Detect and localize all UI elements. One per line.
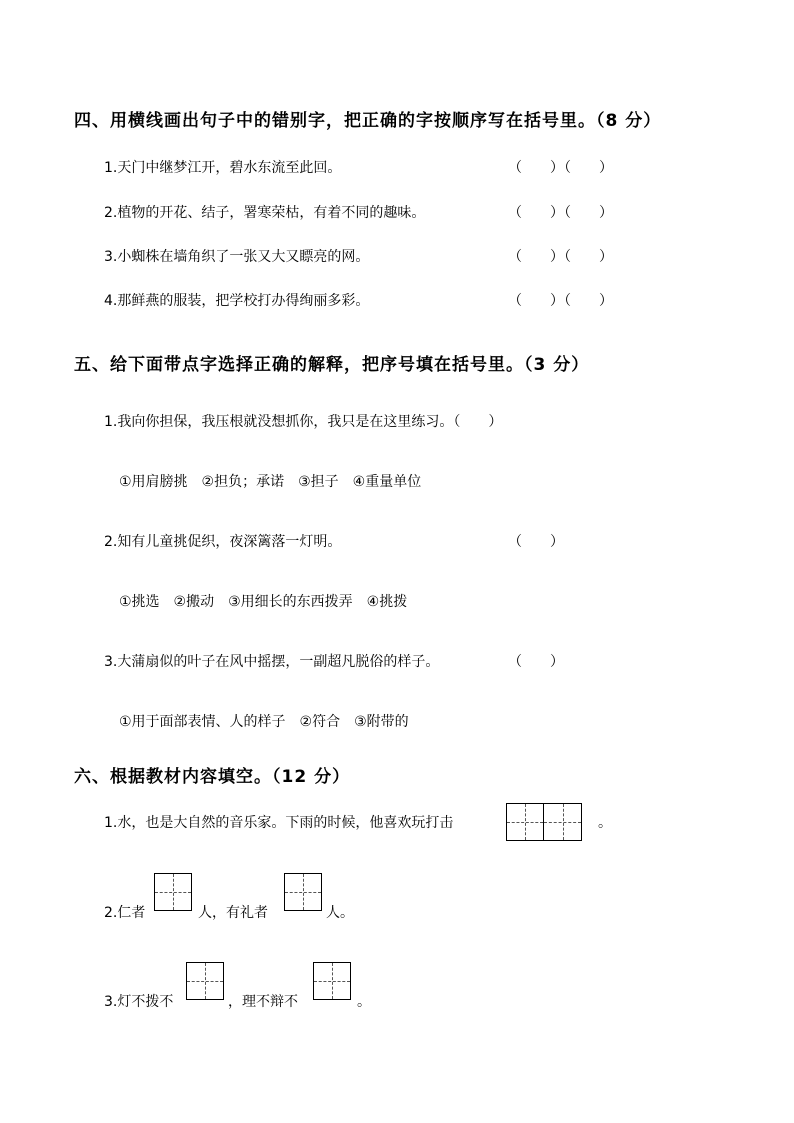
character-box[interactable] — [284, 873, 322, 911]
section5-options-2: ①挑选 ②搬动 ③用细长的东西拨弄 ④挑拨 — [119, 594, 408, 610]
section5-answer-2[interactable]: （ ） — [508, 534, 564, 550]
section6-q3-part-a: 3.灯不拨不 — [104, 994, 174, 1010]
section6-q2-part-b: 人，有礼者 — [198, 905, 268, 921]
section6-q2-part-a: 2.仁者 — [104, 905, 146, 921]
section6-question-1: 1.水，也是大自然的音乐家。下雨的时候，他喜欢玩打击 — [104, 815, 454, 831]
section4-answer-4[interactable]: （ ）（ ） — [508, 293, 613, 309]
section6-heading: 六、根据教材内容填空。（12 分） — [74, 767, 351, 787]
section5-question-1: 1.我向你担保，我压根就没想抓你，我只是在这里练习。（ ） — [104, 414, 503, 430]
section5-question-3: 3.大蒲扇似的叶子在风中摇摆，一副超凡脱俗的样子。 — [104, 654, 440, 670]
section6-q1-end: 。 — [598, 815, 612, 831]
character-box[interactable] — [506, 803, 544, 841]
character-box[interactable] — [544, 803, 582, 841]
section5-answer-3[interactable]: （ ） — [508, 654, 564, 670]
section4-answer-2[interactable]: （ ）（ ） — [508, 205, 613, 221]
character-box[interactable] — [154, 873, 192, 911]
section6-q3-part-c: 。 — [357, 994, 371, 1010]
section4-item-4: 4.那鲜燕的服装，把学校打办得绚丽多彩。 — [104, 293, 370, 309]
section6-q3-part-b: ，理不辩不 — [228, 994, 298, 1010]
section5-options-3: ①用于面部表情、人的样子 ②符合 ③附带的 — [119, 714, 409, 730]
section5-heading: 五、给下面带点字选择正确的解释，把序号填在括号里。（3 分） — [74, 355, 590, 375]
section4-item-2: 2.植物的开花、结子，署寒荣枯，有着不同的趣味。 — [104, 205, 426, 221]
section4-item-1: 1.天门中继梦江开，碧水东流至此回。 — [104, 160, 342, 176]
character-box[interactable] — [186, 962, 224, 1000]
character-box[interactable] — [313, 962, 351, 1000]
section5-options-1: ①用肩膀挑 ②担负；承诺 ③担子 ④重量单位 — [119, 474, 422, 490]
section5-question-2: 2.知有儿童挑促织，夜深篱落一灯明。 — [104, 534, 342, 550]
section4-answer-3[interactable]: （ ）（ ） — [508, 249, 613, 265]
section4-heading: 四、用横线画出句子中的错别字，把正确的字按顺序写在括号里。（8 分） — [74, 111, 662, 131]
section4-item-3: 3.小蜘株在墙角织了一张又大又瞟亮的网。 — [104, 249, 370, 265]
section6-q1-answer-boxes[interactable] — [506, 803, 582, 841]
section4-answer-1[interactable]: （ ）（ ） — [508, 160, 613, 176]
section6-q2-part-c: 人。 — [326, 905, 354, 921]
